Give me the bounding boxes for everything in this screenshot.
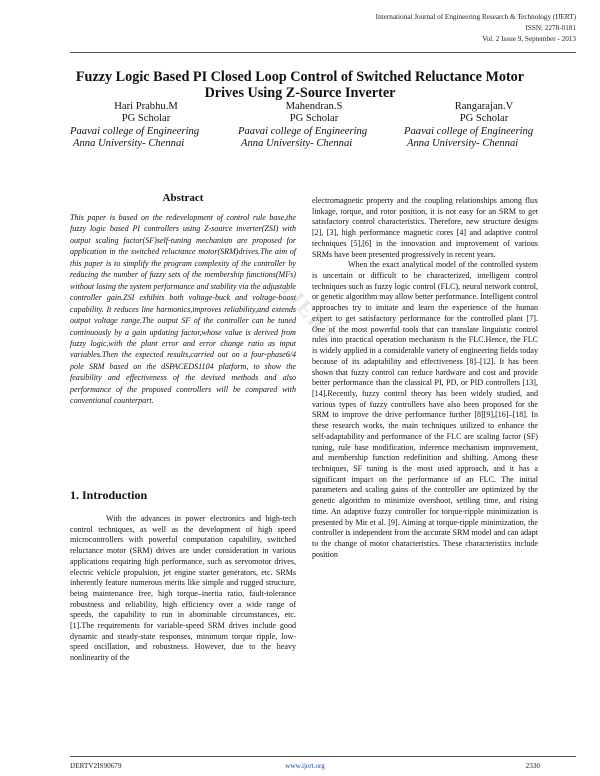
author-name: Mahendran.S [285, 101, 343, 112]
footer-rule [70, 756, 576, 757]
author-name: Rangarajan.V [454, 101, 514, 112]
introduction-col1 [70, 514, 296, 664]
author-university: Anna University- Chennai [407, 138, 519, 150]
introduction-heading: 1. Introduction [70, 488, 148, 502]
journal-name: International Journal of Engineering Research & Technology (IJERT) [375, 13, 576, 21]
page-number: 2330 [525, 762, 540, 770]
journal-issn: ISSN: 2278-0181 [525, 24, 576, 32]
author-college: Paavai college of Engineering [70, 125, 200, 137]
author-1 [70, 101, 222, 151]
author-role: PG Scholar [289, 113, 339, 125]
author-block [70, 101, 570, 157]
introduction-col2 [312, 196, 538, 560]
paper-id: IJERTV2IS90679 [70, 762, 122, 770]
abstract-heading: Abstract [162, 192, 204, 204]
abstract-text: This paper is based on the redevelopment of control rule base,the fuzzy logic based PI controllers using Z-source inverter(ZSI) with output scaling factor(SF)self-tuning mechanism are proposed for application in the switched reluctance motor(SRM)drives.The aim of this paper is to simplify the program complexity of the controller by reducing the number of fuzzy sets of the membership functions(MFs) without losing the system performance and stability via the adjustable controller gain.ZSI exhibits both voltage-buck and voltage-boost capability. It reduces line harmonics,improves reliability,and extends output voltage range.The output SF of the controller can be tuned continuously by a gain updating factor,whose value is derived from fuzzy logic,with the plant error and error change ratio as input variables.Then the expected results,carried out on a four-phase6/4 pole SRM based on the dSPACEDS1104 platform, to show the feasibility and effectiveness of the devised methods and also performance of the proposed controllers will be compared with conventional counterpart. [70, 213, 296, 406]
journal-volume: Vol. 2 Issue 9, September - 2013 [482, 35, 576, 43]
intro-paragraph-1: With the advances in power electronics and high-tech control techniques, as well as the development of high speed microcontrollers with powerful computation capability, switched reluctance motor (SRM) drives are under consideration in various applications requiring high performance, such as servomotor drives, electric vehicle propulsion, jet engine starter generators, etc. SRMs inherently feature numerous merits like simple and rugged structure, being maintenance free, high torque–inertia ratio, fault-tolerance robustness and reliability, high efficiency over a wide range of speeds, the capability to run in abominable circumstances, etc. [1].The requirements for variable-speed SRM drives include good dynamic and steady-state responses, minimum torque ripple, low-speed oscillation, and robustness. However, due to the heavy nonlinearity of the [70, 514, 296, 663]
intro-paragraph-2: electromagnetic property and the coupling relationships among flux linkage, torque, and rotor position, it is not easy for an SRM to get satisfactory control characteristics. Therefore, new structure designs [2], [3], high performance magnetic cores [4] and adaptive control techniques [5],[6] in the innovation and improvement of various SRMs have been presented progressively in recent years. [312, 196, 538, 259]
author-role: PG Scholar [459, 113, 509, 125]
author-name: Hari Prabhu.M [114, 101, 178, 112]
author-2 [238, 101, 390, 151]
journal-url-link[interactable]: www.ijert.org [285, 762, 325, 770]
author-role: PG Scholar [121, 113, 171, 125]
page-footer [70, 762, 540, 774]
header-rule [70, 52, 576, 53]
author-college: Paavai college of Engineering [238, 125, 368, 137]
author-college: Paavai college of Engineering [404, 125, 534, 137]
journal-header [316, 12, 576, 45]
paper-title: Fuzzy Logic Based PI Closed Loop Control of Switched Reluctance Motor Drives Using Z-Source Inverter [75, 69, 525, 101]
watermark: IJERT [276, 277, 344, 350]
author-university: Anna University- Chennai [241, 138, 353, 150]
author-3 [404, 101, 564, 151]
intro-paragraph-3: When the exact analytical model of the controlled system is uncertain or difficult to be characterized, intelligent control techniques such as fuzzy logic control (FLC), neural network control, or genetic algorithm may allow better performance. Intelligent control approaches try to imitate and learn the experience of the human expert to get satisfactory performance for the controlled plant [7]. One of the most powerful tools that can translate linguistic control rules into practical operation mechanism is the FLC.Hence, the FLC is widely applied in a considerable variety of engineering fields today because of its adaptability and effectiveness [8]–[12]. It has been shown that fuzzy control can reduce hardware and cost and provide better performance than the classical PI, PD, or PID controllers [13],[14].Recently, fuzzy control theory has been widely studied, and various types of fuzzy controllers have also been proposed for the SRM to improve the drive performance further [8][9],[16]–[18]. In these research works, the main techniques utilized to enhance the self-adaptability and performance of the FLC are scaling factor (SF) tuning, rule base modification, inference mechanism improvement, and membership function redefinition and shifting. Among these techniques, SF tuning is the most used approach, and it has a significant impact on the performance of an FLC. The initial parameters and scaling gains of the controller are optimized by the genetic algorithm to minimize overshoot, settling time, and rising time. An adaptive fuzzy controller for torque-ripple minimization is presented by Mir et al. [9]. Aiming at torque-ripple minimization, the controller is independent from the accurate SRM model and can adapt to the change of motor characteristics. These characteristics include position [312, 260, 538, 559]
author-university: Anna University- Chennai [73, 138, 185, 150]
